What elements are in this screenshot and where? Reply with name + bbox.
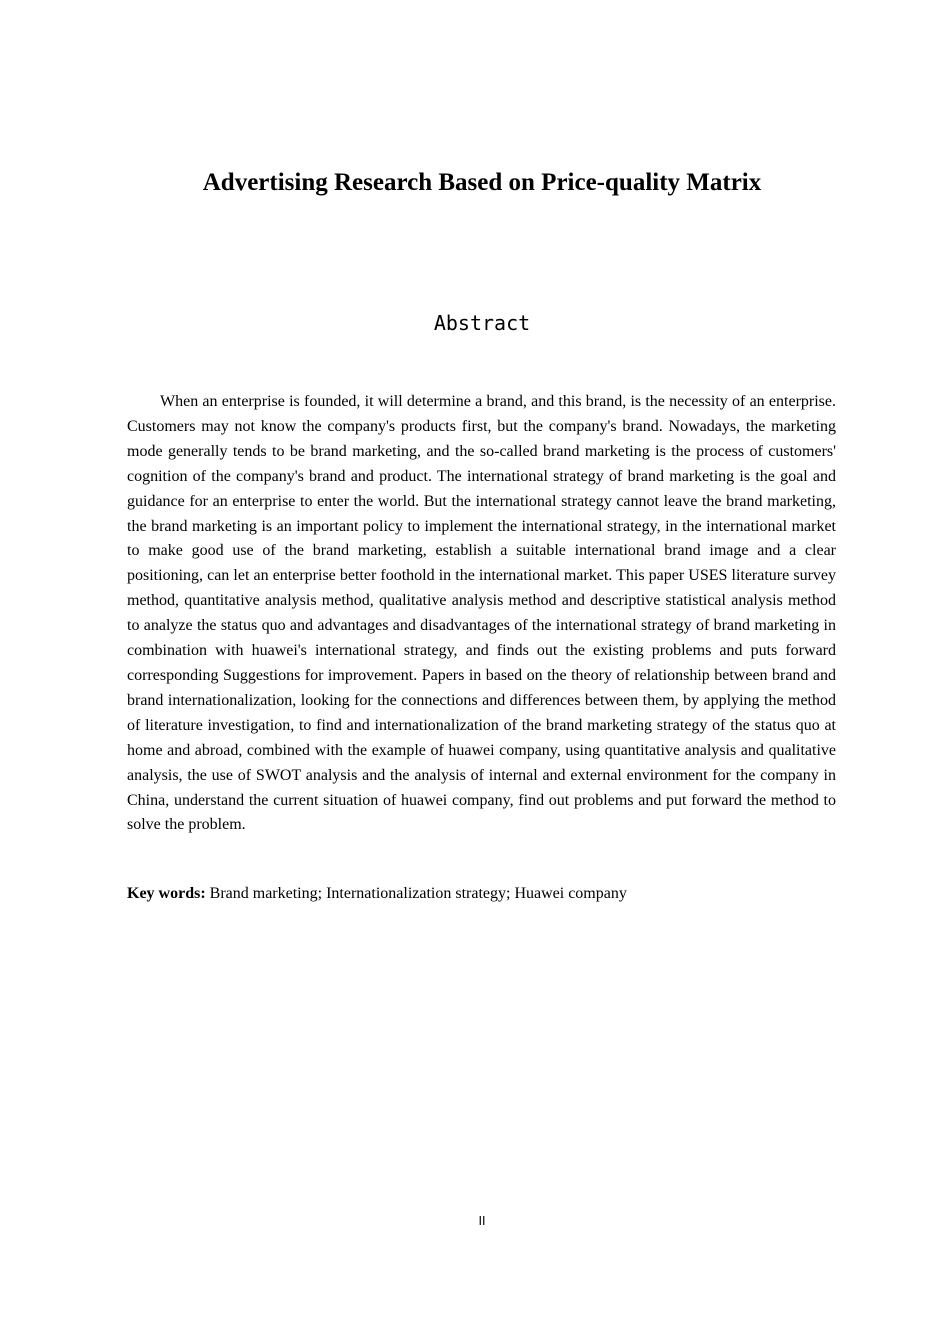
abstract-paragraph: When an enterprise is founded, it will determine a brand, and this brand, is the necessity of an enterprise. Customers may not know the company's products first, but the company's brand. Nowadays, the marketing mode generally tends to be brand marketing, and the so-called brand marketing is the process of customers' cognition of the company's brand and product. The international strategy of brand marketing is the goal and guidance for an enterprise to enter the world. But the international strategy cannot leave the brand marketing, the brand marketing is an important policy to implement the international strategy, in the international market to make good use of the brand marketing, establish a suitable international brand image and a clear positioning, can let an enterprise better foothold in the international market. This paper USES literature survey method, quantitative analysis method, qualitative analysis method and descriptive statistical analysis method to analyze the status quo and advantages and disadvantages of the international strategy of brand marketing in combination with huawei's international strategy, and finds out the existing problems and puts forward corresponding Suggestions for improvement. Papers in based on the theory of relationship between brand and brand internationalization, looking for the connections and differences between them, by applying the method of literature investigation, to find and internationalization of the brand marketing strategy of the status quo at home and abroad, combined with the example of huawei company, using quantitative analysis and qualitative analysis, the use of SWOT analysis and the analysis of internal and external environment for the company in China, understand the current situation of huawei company, find out problems and put forward the method to solve the problem.	[127, 393, 836, 834]
keywords-text: Brand marketing; Internationalization strategy; Huawei company	[205, 885, 627, 902]
abstract-heading: Abstract	[433, 311, 531, 335]
paper-title: Advertising Research Based on Price-quality Matrix	[202, 169, 762, 196]
page-number: II	[478, 1214, 486, 1228]
keywords-label: Key words:	[127, 885, 206, 902]
keywords-line	[127, 882, 836, 906]
